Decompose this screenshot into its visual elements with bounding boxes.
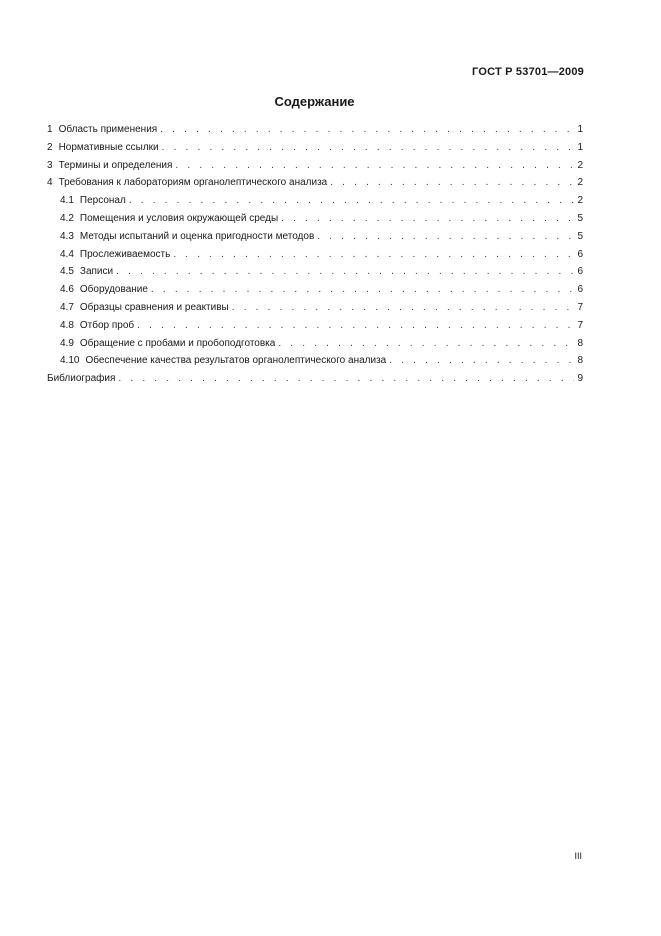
toc-subitem[interactable]: [47, 317, 583, 335]
toc-item-number: 3: [47, 159, 53, 171]
toc-dot-leader: [137, 317, 574, 335]
toc-item-page: 6: [577, 248, 583, 260]
toc-item-number: 4: [47, 177, 53, 189]
toc-dot-leader: [118, 370, 574, 388]
toc-item-number: 2: [47, 141, 53, 153]
toc-item[interactable]: [47, 139, 583, 157]
toc-item-title: Оборудование: [79, 284, 148, 296]
toc-item-page: 1: [577, 124, 583, 135]
toc-item-number: 4.7: [60, 301, 74, 313]
toc-item-number: 4.2: [60, 212, 74, 224]
toc-item-page: 2: [577, 159, 583, 171]
toc-item-title: Помещения и условия окружающей среды: [79, 212, 279, 224]
table-of-contents: [47, 121, 583, 388]
toc-item-page: 9: [577, 373, 583, 385]
toc-subitem[interactable]: [47, 335, 583, 353]
toc-item-number: 4.6: [60, 284, 74, 296]
toc-subitem[interactable]: [47, 246, 583, 264]
toc-item-title: Прослеживаемость: [79, 248, 171, 260]
toc-item-title: Обращение с пробами и пробоподготовка: [79, 337, 276, 349]
toc-item-page: 8: [577, 337, 583, 349]
toc-item-page: 6: [577, 284, 583, 296]
toc-dot-leader: [232, 299, 574, 317]
toc-item-page: 7: [577, 319, 583, 331]
toc-item-title: Требования к лабораториям органолептического анализа: [58, 177, 328, 189]
toc-item-page: 5: [577, 212, 583, 224]
document-code: ГОСТ Р 53701—2009: [472, 66, 584, 78]
toc-item-page: 7: [577, 301, 583, 313]
toc-item-title: Записи: [79, 266, 114, 278]
toc-item-title: Образцы сравнения и реактивы: [79, 301, 229, 313]
toc-item-number: 4.3: [60, 230, 74, 242]
toc-dot-leader: [330, 174, 574, 192]
toc-item-title: Отбор проб: [79, 319, 135, 331]
toc-item-page: 6: [577, 266, 583, 278]
toc-item-number: 4.9: [60, 337, 74, 349]
toc-item-title: Нормативные ссылки: [58, 141, 159, 153]
toc-item-number: 4.10: [60, 355, 80, 367]
toc-dot-leader: [175, 157, 574, 175]
toc-subitem[interactable]: [47, 299, 583, 317]
toc-item-title: Обеспечение качества результатов органолептического анализа: [85, 355, 387, 367]
toc-dot-leader: [281, 210, 574, 228]
toc-item-title: Область применения: [58, 124, 158, 135]
toc-subitem[interactable]: [47, 192, 583, 210]
toc-title: Содержание: [274, 94, 355, 109]
toc-dot-leader: [151, 281, 574, 299]
toc-item-number: 4.8: [60, 319, 74, 331]
toc-item-page: 2: [577, 177, 583, 189]
toc-item-title: Персонал: [79, 195, 126, 207]
toc-dot-leader: [129, 192, 574, 210]
toc-subitem[interactable]: [47, 210, 583, 228]
toc-dot-leader: [116, 263, 574, 281]
toc-item-page: 2: [577, 195, 583, 207]
toc-item-title: Термины и определения: [58, 159, 173, 171]
toc-item-page: 5: [577, 230, 583, 242]
toc-item[interactable]: [47, 174, 583, 192]
toc-item-number: 4.1: [60, 195, 74, 207]
toc-item-page: 8: [577, 355, 583, 367]
toc-subitem[interactable]: [47, 263, 583, 281]
toc-dot-leader: [162, 139, 574, 157]
toc-subitem[interactable]: [47, 352, 583, 370]
toc-item-number: 4.5: [60, 266, 74, 278]
toc-item[interactable]: [47, 157, 583, 175]
toc-item-page: 1: [577, 141, 583, 153]
toc-dot-leader: [173, 246, 574, 264]
toc-dot-leader: [389, 352, 574, 370]
toc-item-number: 4.4: [60, 248, 74, 260]
page-number: III: [574, 851, 582, 861]
toc-dot-leader: [278, 335, 574, 353]
toc-item-bibliography[interactable]: [47, 370, 583, 388]
toc-item-title: Библиография: [47, 373, 116, 385]
toc-dot-leader: [160, 121, 574, 139]
toc-item-title: Методы испытаний и оценка пригодности методов: [79, 230, 315, 242]
toc-item-number: 1: [47, 124, 53, 135]
toc-subitem[interactable]: [47, 281, 583, 299]
toc-item[interactable]: [47, 121, 583, 139]
toc-dot-leader: [317, 228, 574, 246]
toc-subitem[interactable]: [47, 228, 583, 246]
